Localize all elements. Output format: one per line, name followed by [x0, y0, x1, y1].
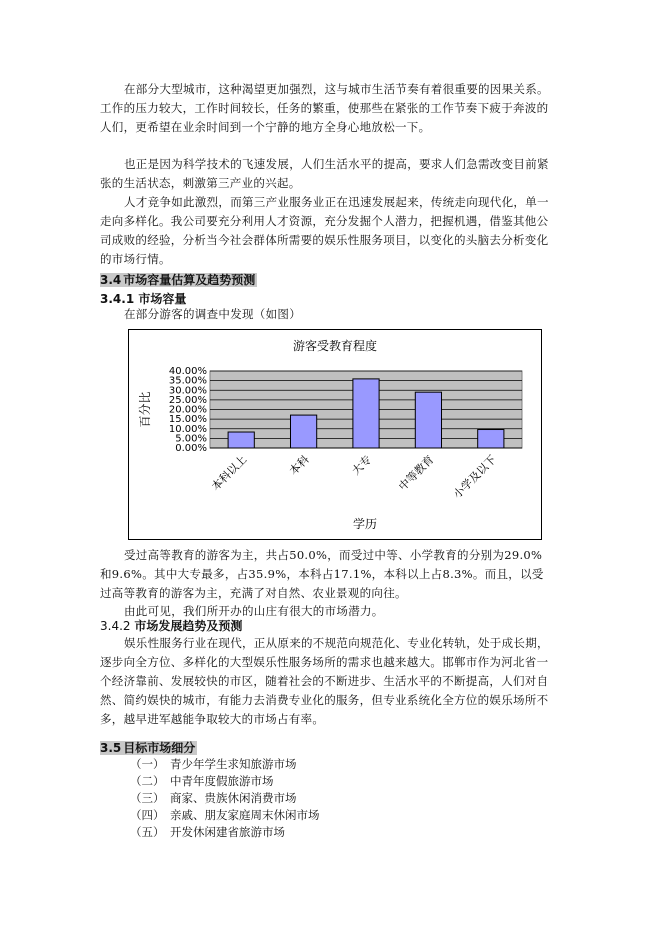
- education-chart: [128, 329, 542, 540]
- section-heading-3-5: [100, 740, 197, 756]
- y-tick-label: 5.00%: [175, 433, 207, 445]
- x-tick-label: 本科以上: [209, 452, 250, 494]
- list-number: （一）: [130, 757, 165, 771]
- list-item: [130, 789, 297, 807]
- section-number: 3.4.2: [100, 619, 131, 633]
- education-chart-svg: [129, 330, 541, 539]
- list-text: 开发休闲建省旅游市场: [170, 825, 285, 839]
- list-text: 亲戚、朋友家庭周末休闲市场: [170, 808, 320, 822]
- paragraph-survey-intro: 在部分游客的调查中发现（如图）: [124, 307, 301, 321]
- paragraph-talent: 人才竞争如此激烈，而第三产业服务业正在迅速发展起来，传统走向现代化，单一走向多样化。我公司要充分利用人才资源，充分发掘个人潜力，把握机遇，借鉴其他公司成败的经验，分析当今社会群体所需要的娱乐性服务项目，以变化的头脑去分析变化的市场行情。: [100, 195, 549, 266]
- x-tick-label: 小学及以下: [450, 452, 499, 502]
- x-tick-label: 本科: [286, 452, 312, 478]
- list-item: [130, 806, 320, 824]
- y-tick-label: 40.00%: [168, 366, 207, 377]
- y-tick-label: 30.00%: [168, 385, 207, 397]
- y-tick-label: 25.00%: [168, 394, 207, 406]
- paragraph-potential: 由此可见，我们所开办的山庄有很大的市场潜力。: [124, 604, 384, 618]
- section-number: 3.4: [100, 273, 122, 287]
- x-tick-label: 大专: [349, 452, 375, 478]
- y-tick-label: 35.00%: [168, 375, 207, 387]
- y-tick-label: 20.00%: [168, 404, 207, 416]
- list-text: 中青年度假旅游市场: [170, 774, 274, 788]
- paragraph-technology: 也正是因为科学技术的飞速发展，人们生活水平的提高，要求人们急需改变目前紧张的生活状态，刺激第三产业的兴起。: [100, 157, 549, 190]
- y-tick-label: 15.00%: [168, 414, 207, 426]
- y-tick-label: 10.00%: [168, 423, 207, 435]
- bar-3: [353, 379, 379, 448]
- section-number: 3.4.1: [100, 292, 135, 306]
- list-number: （三）: [130, 791, 165, 805]
- bar-5: [478, 430, 504, 448]
- paragraph-market-trend: 娱乐性服务行业在现代，正从原来的不规范向规范化、专业化转轨，处于成长期，逐步向全方位、多样化的大型娱乐性服务场所的需求也越来越大。邯郸市作为河北省一个经济靠前、发展较快的市区，随着社会的不断进步、生活水平的不断提高，人们对自然、简约娱快的城市，有能力去消费专业化的服务，但专业系统化全方位的娱乐场所不多，越早进军越能争取较大的市场占有率。: [100, 636, 549, 726]
- list-item: [130, 823, 285, 841]
- list-item: [130, 755, 297, 773]
- list-number: （五）: [130, 825, 165, 839]
- bar-2: [290, 415, 316, 448]
- bar-4: [415, 392, 441, 448]
- list-number: （二）: [130, 774, 165, 788]
- section-title: 目标市场细分: [123, 741, 196, 755]
- section-heading-3-4-2: [100, 618, 242, 634]
- paragraph-city-pressure: 在部分大型城市，这种渴望更加强烈，这与城市生活节奏有着很重要的因果关系。工作的压力较大，工作时间较长，任务的繁重，使那些在紧张的工作节奏下疲于奔波的人们，更希望在业余时间到一个宁静的地方全身心地放松一下。: [100, 82, 549, 134]
- x-tick-label: 中等教育: [396, 452, 437, 494]
- list-text: 青少年学生求知旅游市场: [170, 757, 297, 771]
- section-title: 市场发展趋势及预测: [134, 619, 243, 633]
- paragraph-education-summary: 受过高等教育的游客为主，共占50.0%，而受过中等、小学教育的分别为29.0%和9.6%。其中大专最多，占35.9%，本科占17.1%，本科以上占8.3%。而且，以受过高等教育的游客为主，充满了对自然、农业景观的向往。: [100, 548, 544, 600]
- y-axis-label: 百分比: [138, 391, 152, 428]
- section-number: 3.5: [100, 741, 122, 755]
- list-item: [130, 772, 274, 790]
- list-number: （四）: [130, 808, 165, 822]
- chart-title: 游客受教育程度: [292, 339, 378, 353]
- section-heading-3-4: [100, 272, 257, 288]
- y-tick-label: 0.00%: [175, 443, 207, 454]
- x-axis-label: 学历: [352, 517, 378, 531]
- section-title: 市场容量估算及趋势预测: [123, 273, 256, 287]
- list-text: 商家、贵族休闲消费市场: [170, 791, 297, 805]
- bar-1: [228, 432, 254, 448]
- section-title: 市场容量: [138, 292, 187, 306]
